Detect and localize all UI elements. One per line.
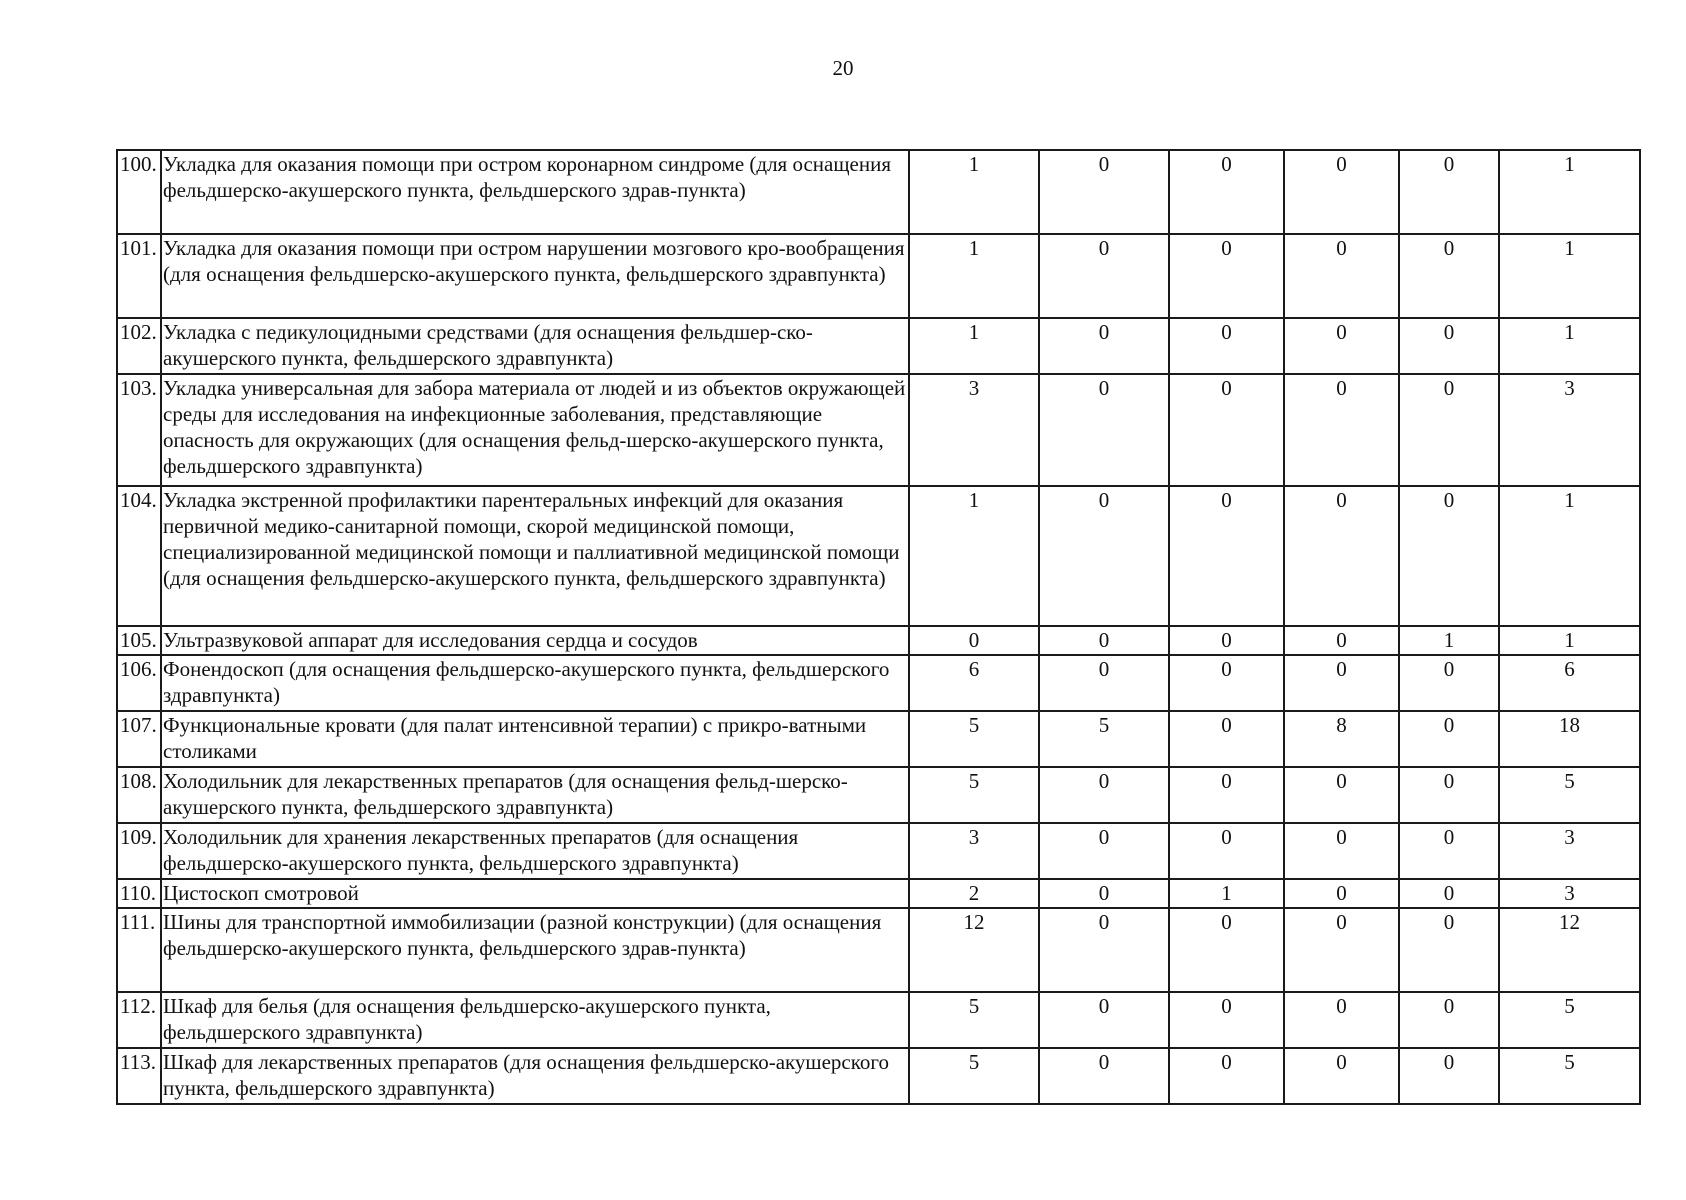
- table-row: [117, 318, 1640, 374]
- quantity-cell-2: 0: [1039, 486, 1169, 626]
- quantity-cell-3: 0: [1169, 626, 1284, 655]
- quantity-cell-3: 0: [1169, 150, 1284, 234]
- row-number: 107.: [117, 711, 161, 767]
- row-number: 112.: [117, 992, 161, 1048]
- quantity-cell-1: 2: [909, 879, 1039, 908]
- quantity-cell-2: 0: [1039, 234, 1169, 318]
- item-name: Ультразвуковой аппарат для исследования сердца и сосудов: [161, 626, 909, 655]
- quantity-cell-5: 0: [1399, 879, 1499, 908]
- quantity-cell-6: 5: [1499, 1048, 1640, 1104]
- row-number: 111.: [117, 908, 161, 992]
- quantity-cell-1: 1: [909, 318, 1039, 374]
- quantity-cell-6: 1: [1499, 234, 1640, 318]
- quantity-cell-6: 3: [1499, 823, 1640, 879]
- item-name: Укладка для оказания помощи при остром нарушении мозгового кро-вообращения (для оснащения фельдшерско-акушерского пункта, фельдшерского здравпункта): [161, 234, 909, 318]
- quantity-cell-5: 0: [1399, 1048, 1499, 1104]
- item-name: Цистоскоп смотровой: [161, 879, 909, 908]
- item-name: Фонендоскоп (для оснащения фельдшерско-акушерского пункта, фельдшерского здравпункта): [161, 655, 909, 711]
- item-name: Укладка с педикулоцидными средствами (для оснащения фельдшер-ско-акушерского пункта, фельдшерского здравпункта): [161, 318, 909, 374]
- quantity-cell-4: 0: [1284, 823, 1399, 879]
- row-number: 108.: [117, 767, 161, 823]
- quantity-cell-3: 0: [1169, 767, 1284, 823]
- quantity-cell-4: 0: [1284, 150, 1399, 234]
- quantity-cell-6: 3: [1499, 879, 1640, 908]
- quantity-cell-1: 1: [909, 150, 1039, 234]
- page-number: 20: [832, 56, 854, 80]
- quantity-cell-4: 0: [1284, 318, 1399, 374]
- quantity-cell-3: 0: [1169, 1048, 1284, 1104]
- quantity-cell-2: 0: [1039, 879, 1169, 908]
- quantity-cell-1: 12: [909, 908, 1039, 992]
- quantity-cell-6: 1: [1499, 150, 1640, 234]
- row-number: 104.: [117, 486, 161, 626]
- table-row: [117, 626, 1640, 655]
- item-name: Функциональные кровати (для палат интенсивной терапии) с прикро-ватными столиками: [161, 711, 909, 767]
- item-name: Холодильник для лекарственных препаратов (для оснащения фельд-шерско-акушерского пункта, фельдшерского здравпункта): [161, 767, 909, 823]
- quantity-cell-3: 0: [1169, 711, 1284, 767]
- quantity-cell-6: 5: [1499, 992, 1640, 1048]
- quantity-cell-2: 0: [1039, 374, 1169, 486]
- quantity-cell-1: 5: [909, 992, 1039, 1048]
- quantity-cell-4: 0: [1284, 1048, 1399, 1104]
- quantity-cell-5: 0: [1399, 234, 1499, 318]
- quantity-cell-5: 0: [1399, 767, 1499, 823]
- table-row: [117, 486, 1640, 626]
- equipment-table: [116, 149, 1641, 1105]
- quantity-cell-4: 0: [1284, 767, 1399, 823]
- quantity-cell-2: 0: [1039, 1048, 1169, 1104]
- quantity-cell-6: 6: [1499, 655, 1640, 711]
- quantity-cell-6: 1: [1499, 626, 1640, 655]
- table-row: [117, 711, 1640, 767]
- quantity-cell-2: 0: [1039, 318, 1169, 374]
- quantity-cell-6: 18: [1499, 711, 1640, 767]
- quantity-cell-5: 0: [1399, 150, 1499, 234]
- table-row: [117, 234, 1640, 318]
- quantity-cell-2: 0: [1039, 992, 1169, 1048]
- quantity-cell-4: 0: [1284, 374, 1399, 486]
- quantity-cell-1: 0: [909, 626, 1039, 655]
- quantity-cell-1: 5: [909, 711, 1039, 767]
- quantity-cell-5: 0: [1399, 823, 1499, 879]
- table-row: [117, 150, 1640, 234]
- table-row: [117, 767, 1640, 823]
- item-name: Холодильник для хранения лекарственных препаратов (для оснащения фельдшерско-акушерского пункта, фельдшерского здравпункта): [161, 823, 909, 879]
- quantity-cell-2: 0: [1039, 626, 1169, 655]
- quantity-cell-4: 0: [1284, 234, 1399, 318]
- quantity-cell-1: 1: [909, 234, 1039, 318]
- quantity-cell-1: 6: [909, 655, 1039, 711]
- quantity-cell-4: 0: [1284, 908, 1399, 992]
- quantity-cell-2: 5: [1039, 711, 1169, 767]
- quantity-cell-3: 0: [1169, 992, 1284, 1048]
- quantity-cell-2: 0: [1039, 150, 1169, 234]
- quantity-cell-3: 0: [1169, 655, 1284, 711]
- quantity-cell-5: 1: [1399, 626, 1499, 655]
- quantity-cell-3: 0: [1169, 486, 1284, 626]
- quantity-cell-5: 0: [1399, 711, 1499, 767]
- quantity-cell-4: 0: [1284, 626, 1399, 655]
- table-row: [117, 1048, 1640, 1104]
- quantity-cell-4: 0: [1284, 879, 1399, 908]
- row-number: 105.: [117, 626, 161, 655]
- table-row: [117, 374, 1640, 486]
- row-number: 106.: [117, 655, 161, 711]
- row-number: 101.: [117, 234, 161, 318]
- quantity-cell-4: 0: [1284, 655, 1399, 711]
- row-number: 102.: [117, 318, 161, 374]
- quantity-cell-2: 0: [1039, 767, 1169, 823]
- quantity-cell-3: 0: [1169, 234, 1284, 318]
- item-name: Шины для транспортной иммобилизации (разной конструкции) (для оснащения фельдшерско-акушерского пункта, фельдшерского здрав-пункта): [161, 908, 909, 992]
- item-name: Укладка универсальная для забора материала от людей и из объектов окружающей среды для исследования на инфекционные заболевания, представляющие опасность для окружающих (для оснащения фельд-шерско-акушерского пункта, фельдшерского здравпункта): [161, 374, 909, 486]
- table-row: [117, 655, 1640, 711]
- item-name: Укладка экстренной профилактики парентеральных инфекций для оказания первичной медико-санитарной помощи, скорой медицинской помощи, специализированной медицинской помощи и паллиативной медицинской помощи (для оснащения фельдшерско-акушерского пункта, фельдшерского здравпункта): [161, 486, 909, 626]
- quantity-cell-4: 0: [1284, 486, 1399, 626]
- quantity-cell-1: 5: [909, 767, 1039, 823]
- quantity-cell-2: 0: [1039, 908, 1169, 992]
- quantity-cell-6: 1: [1499, 318, 1640, 374]
- quantity-cell-5: 0: [1399, 486, 1499, 626]
- quantity-cell-6: 12: [1499, 908, 1640, 992]
- quantity-cell-3: 0: [1169, 318, 1284, 374]
- quantity-cell-6: 1: [1499, 486, 1640, 626]
- item-name: Укладка для оказания помощи при остром коронарном синдроме (для оснащения фельдшерско-акушерского пункта, фельдшерского здрав-пункта): [161, 150, 909, 234]
- quantity-cell-3: 0: [1169, 908, 1284, 992]
- quantity-cell-6: 5: [1499, 767, 1640, 823]
- table-row: [117, 823, 1640, 879]
- quantity-cell-5: 0: [1399, 908, 1499, 992]
- quantity-cell-3: 0: [1169, 823, 1284, 879]
- quantity-cell-1: 3: [909, 823, 1039, 879]
- equipment-table-body: [117, 150, 1640, 1104]
- quantity-cell-5: 0: [1399, 992, 1499, 1048]
- quantity-cell-2: 0: [1039, 655, 1169, 711]
- row-number: 113.: [117, 1048, 161, 1104]
- quantity-cell-4: 8: [1284, 711, 1399, 767]
- table-row: [117, 908, 1640, 992]
- row-number: 109.: [117, 823, 161, 879]
- quantity-cell-3: 1: [1169, 879, 1284, 908]
- row-number: 103.: [117, 374, 161, 486]
- quantity-cell-3: 0: [1169, 374, 1284, 486]
- table-row: [117, 992, 1640, 1048]
- table-row: [117, 879, 1640, 908]
- quantity-cell-1: 3: [909, 374, 1039, 486]
- quantity-cell-2: 0: [1039, 823, 1169, 879]
- item-name: Шкаф для лекарственных препаратов (для оснащения фельдшерско-акушерского пункта, фельдшерского здравпункта): [161, 1048, 909, 1104]
- quantity-cell-5: 0: [1399, 655, 1499, 711]
- quantity-cell-1: 1: [909, 486, 1039, 626]
- quantity-cell-5: 0: [1399, 318, 1499, 374]
- item-name: Шкаф для белья (для оснащения фельдшерско-акушерского пункта, фельдшерского здравпункта): [161, 992, 909, 1048]
- row-number: 100.: [117, 150, 161, 234]
- quantity-cell-5: 0: [1399, 374, 1499, 486]
- quantity-cell-1: 5: [909, 1048, 1039, 1104]
- quantity-cell-6: 3: [1499, 374, 1640, 486]
- quantity-cell-4: 0: [1284, 992, 1399, 1048]
- row-number: 110.: [117, 879, 161, 908]
